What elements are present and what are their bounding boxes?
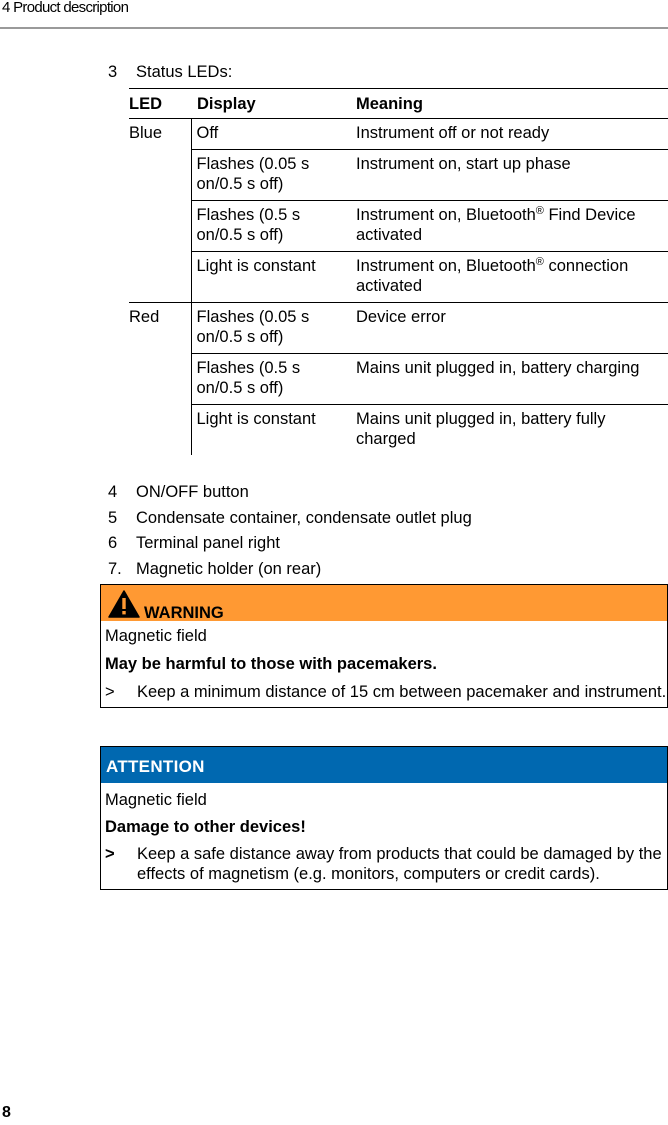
warning-step bbox=[101, 674, 667, 707]
display-cell: Light is constant bbox=[191, 252, 350, 303]
item-text: ON/OFF button bbox=[136, 483, 249, 501]
item-text: Terminal panel right bbox=[136, 534, 280, 552]
list-item bbox=[108, 63, 232, 82]
warning-header-bar bbox=[101, 585, 667, 621]
table-row bbox=[129, 119, 668, 150]
status-led-table bbox=[129, 88, 668, 455]
warning-box bbox=[100, 584, 668, 708]
display-cell: Light is constant bbox=[191, 405, 350, 456]
item-number: 6 bbox=[108, 534, 118, 552]
meaning-cell: Instrument off or not ready bbox=[350, 119, 668, 150]
led-color-cell: Red bbox=[129, 308, 160, 326]
warning-triangle-icon bbox=[108, 590, 140, 618]
warning-risk: May be harmful to those with pacemakers. bbox=[105, 655, 437, 673]
step-marker: > bbox=[105, 683, 115, 701]
page-header bbox=[0, 0, 668, 29]
step-text: Keep a minimum distance of 15 cm between pacemaker and instrument. bbox=[137, 683, 667, 701]
table-row bbox=[129, 303, 668, 354]
table-header-row bbox=[129, 89, 668, 119]
section-title: 4 Product description bbox=[2, 0, 129, 16]
item-number: 4 bbox=[108, 483, 118, 501]
header-meaning: Meaning bbox=[350, 89, 668, 119]
meaning-cell: Instrument on, start up phase bbox=[350, 150, 668, 201]
attention-risk: Damage to other devices! bbox=[105, 818, 306, 836]
meaning-cell: Instrument on, Bluetooth® connection activated bbox=[350, 252, 668, 303]
attention-box bbox=[100, 746, 668, 890]
page-number: 8 bbox=[2, 1104, 11, 1121]
list-item bbox=[108, 560, 321, 579]
display-cell: Flashes (0.05 s on/0.5 s off) bbox=[191, 303, 350, 354]
meaning-cell: Mains unit plugged in, battery charging bbox=[350, 354, 668, 405]
table-row bbox=[129, 354, 668, 405]
table-row bbox=[129, 252, 668, 303]
item-number: 5 bbox=[108, 509, 118, 527]
item-text: Condensate container, condensate outlet plug bbox=[136, 509, 472, 527]
display-cell: Flashes (0.5 s on/0.5 s off) bbox=[191, 201, 350, 252]
step-text: Keep a safe distance away from products that could be damaged by the effects of magnetism (e.g. monitors, computers or credit cards). bbox=[137, 845, 662, 883]
list-item bbox=[108, 534, 280, 553]
header-led: LED bbox=[129, 89, 191, 119]
warning-title: WARNING bbox=[144, 604, 224, 622]
table-row bbox=[129, 150, 668, 201]
attention-subject: Magnetic field bbox=[105, 791, 207, 809]
meaning-cell: Device error bbox=[350, 303, 668, 354]
display-cell: Flashes (0.05 s on/0.5 s off) bbox=[191, 150, 350, 201]
meaning-cell: Instrument on, Bluetooth® Find Device activated bbox=[350, 201, 668, 252]
table-row bbox=[129, 405, 668, 456]
display-cell: Off bbox=[191, 119, 350, 150]
warning-subject: Magnetic field bbox=[105, 627, 207, 645]
list-item bbox=[108, 483, 249, 502]
item-text: Status LEDs: bbox=[136, 63, 233, 81]
attention-step bbox=[101, 837, 667, 889]
item-number: 3 bbox=[108, 63, 118, 81]
header-display: Display bbox=[191, 89, 350, 119]
led-color-cell: Blue bbox=[129, 119, 191, 303]
list-item bbox=[108, 509, 472, 528]
table-row bbox=[129, 201, 668, 252]
item-text: Magnetic holder (on rear) bbox=[136, 560, 322, 578]
attention-header-bar bbox=[101, 747, 667, 783]
attention-title: ATTENTION bbox=[106, 757, 205, 776]
step-marker: > bbox=[105, 845, 115, 863]
meaning-cell: Mains unit plugged in, battery fully charged bbox=[356, 410, 606, 448]
item-number: 7. bbox=[108, 560, 122, 578]
display-cell: Flashes (0.5 s on/0.5 s off) bbox=[191, 354, 350, 405]
